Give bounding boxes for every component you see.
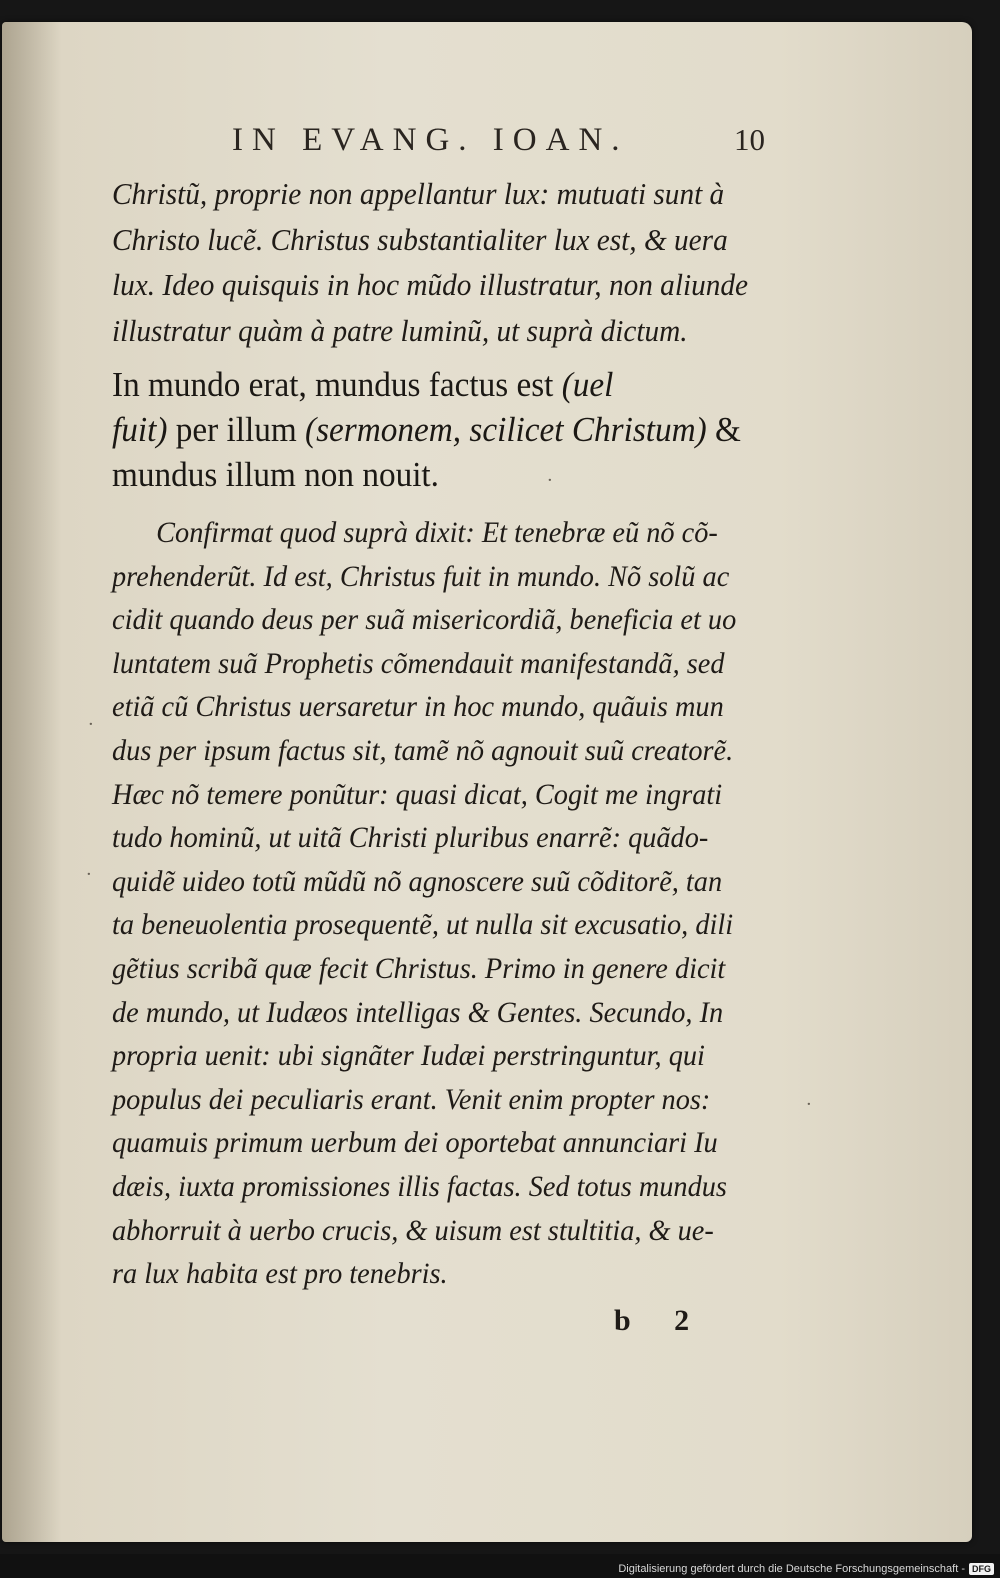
commentary-line: etiã cũ Christus uersaretur in hoc mundo, quãuis mun (112, 691, 724, 724)
verse-gloss: fuit) (112, 410, 168, 449)
text-line: illustratur quàm à patre luminũ, ut suprà dictum. (112, 313, 688, 348)
book-page (2, 22, 972, 1542)
commentary-line: quidẽ uideo totũ mũdũ nõ agnoscere suũ cõditorẽ, tan (112, 865, 723, 898)
verse-gloss: (uel (561, 365, 614, 404)
commentary-line: abhorruit à uerbo crucis, & uisum est stultitia, & ue- (112, 1214, 714, 1247)
viewer-footer (0, 1554, 1000, 1578)
verse-text: & (706, 410, 741, 449)
text-block-continuation (112, 172, 777, 354)
dfg-logo: DFG (969, 1563, 994, 1575)
commentary-block (112, 512, 777, 1297)
commentary-line: propria uenit: ubi signãter Iudæi perstringuntur, qui (112, 1040, 705, 1073)
commentary-line: Hæc nõ temere ponũtur: quasi dicat, Cogit me ingrati (112, 778, 723, 811)
credit-text: Digitalisierung gefördert durch die Deutsche Forschungsgemeinschaft - (618, 1563, 965, 1575)
running-head: IN EVANG. IOAN. (232, 122, 629, 158)
commentary-line: populus dei peculiaris erant. Venit enim propter nos: (112, 1083, 711, 1116)
funding-credit (618, 1563, 994, 1575)
ink-speck: · (547, 470, 553, 491)
ink-speck: · (806, 1094, 812, 1115)
verse-gloss: (sermonem, scilicet Christum) (305, 410, 707, 449)
commentary-line: ra lux habita est pro tenebris. (112, 1258, 448, 1291)
verse-line (112, 452, 744, 497)
verse-line (112, 362, 744, 407)
commentary-line: gẽtius scribã quæ fecit Christus. Primo in genere dicit (112, 952, 726, 985)
commentary-line: dæis, iuxta promissiones illis factas. Sed totus mundus (112, 1170, 727, 1203)
commentary-line: ta beneuolentia prosequentẽ, ut nulla sit excusatio, dili (112, 909, 734, 942)
commentary-line: luntatem suã Prophetis cõmendauit manifestandã, sed (112, 647, 725, 680)
commentary-line: prehenderũt. Id est, Christus fuit in mundo. Nõ solũ ac (112, 560, 730, 593)
verse-text: per illum (167, 410, 306, 449)
commentary-line: Confirmat quod suprà dixit: Et tenebræ eũ nõ cõ- (156, 517, 718, 549)
text-line: lux. Ideo quisquis in hoc mũdo illustratur, non aliunde (112, 268, 749, 302)
verse-text: In mundo erat, mundus factus est (112, 365, 562, 404)
scripture-verse (112, 362, 777, 497)
verse-text: mundus illum non nouit. (112, 455, 439, 494)
text-line: Christũ, proprie non appellantur lux: mutuati sunt à (112, 177, 725, 211)
signature-mark: b 2 (614, 1304, 708, 1337)
ink-speck: · (86, 864, 92, 885)
text-line: Christo lucẽ. Christus substantialiter lux est, & uera (112, 222, 728, 257)
commentary-line: quamuis primum uerbum dei oportebat annunciari Iu (112, 1127, 718, 1160)
ink-speck: · (88, 714, 94, 735)
commentary-line: dus per ipsum factus sit, tamẽ nõ agnouit suũ creatorẽ. (112, 734, 734, 767)
commentary-line: de mundo, ut Iudæos intelligas & Gentes. Secundo, In (112, 996, 724, 1029)
page-number: 10 (734, 122, 765, 157)
verse-line (112, 407, 744, 452)
commentary-line: tudo hominũ, ut uitã Christi pluribus enarrẽ: quãdo- (112, 822, 709, 855)
gutter-shadow (2, 22, 62, 1542)
commentary-line: cidit quando deus per suã misericordiã, beneficia et uo (112, 604, 737, 637)
